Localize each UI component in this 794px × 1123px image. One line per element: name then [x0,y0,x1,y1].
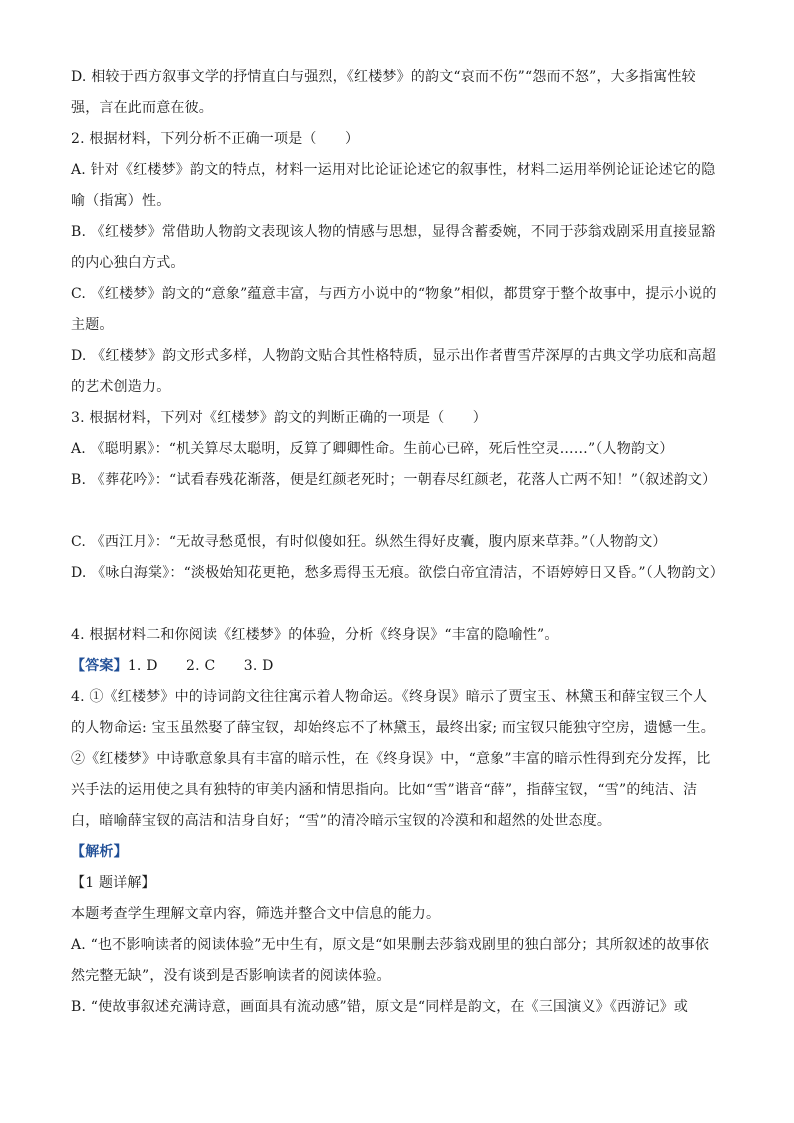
question-2-stem: 2. 根据材料，下列分析不正确一项是（ ） [71,131,360,147]
question-4-stem: 4. 根据材料二和你阅读《红楼梦》的体验，分析《终身误》“丰富的隐喻性”。 [71,627,559,643]
analysis-heading [71,837,721,868]
detail-1-option-b: B. “使故事叙述充满诗意，画面具有流动感”错，原文是“同样是韵文，在《三国演义》《西游记》或 [71,999,689,1015]
question-2-option-a: A. 针对《红楼梦》韵文的特点，材料一运用对比论证论述它的叙事性，材料二运用举例论证论述它的隐喻（指寓）性。 [71,162,716,209]
question-3-option-a: A. 《聪明累》：“机关算尽太聪明，反算了卿卿性命。生前心已碎，死后性空灵……”（人物韵文） [71,441,674,457]
answer-line [71,651,721,682]
detail-1-heading: 【1 题详解】 [71,875,156,891]
question-2-option-d: D. 《红楼梦》韵文形式多样，人物韵文贴合其性格特质，显示出作者曹雪芹深厚的古典文学功底和高超的艺术创造力。 [71,348,717,395]
detail-1-intro: 本题考查学生理解文章内容，筛选并整合文中信息的能力。 [71,906,441,922]
question-2-option-b: B. 《红楼梦》常借助人物韵文表现该人物的情感与思想，显得含蓄委婉，不同于莎翁戏剧采用直接显豁的内心独白方式。 [71,224,716,271]
answer-tag: 【答案】 [71,658,128,674]
question-2-option-c: C. 《红楼梦》韵文的“意象”蕴意丰富，与西方小说中的“物象”相似，都贯穿于整个故事中，提示小说的主题。 [71,286,717,333]
analysis-tag: 【解析】 [71,844,128,860]
question-3-option-c: C. 《西江月》：“无故寻愁觅恨，有时似傻如狂。纵然生得好皮囊，腹内原来草莽。”（人物韵文） [71,534,667,550]
question-3-option-d: D. 《咏白海棠》：“淡极始知花更艳，愁多焉得玉无痕。欲偿白帝宜清洁，不语婷婷日又昏。”（人物韵文） [71,565,724,581]
detail-1-option-a: A. “也不影响读者的阅读体验”无中生有，原文是“如果删去莎翁戏剧里的独白部分；其所叙述的故事依然完整无缺”，没有谈到是否影响读者的阅读体验。 [71,937,710,984]
option-d-paragraph: D. 相较于西方叙事文学的抒情直白与强烈，《红楼梦》的韵文“哀而不伤”“怨而不怒”，大多指寓性较强，言在此而意在彼。 [71,69,696,116]
question-3-option-b: B. 《葬花吟》：“试看春残花渐落，便是红颜老死时；一朝春尽红颜老，花落人亡两不知！”（叙述韵文） [71,472,717,488]
question-3-stem: 3. 根据材料，下列对《红楼梦》韵文的判断正确的一项是（ ） [71,410,488,426]
answer-text: 1. D 2. C 3. D [127,658,274,674]
answer-4-paragraph: 4. ①《红楼梦》中的诗词韵文往往寓示着人物命运。《终身误》暗示了贾宝玉、林黛玉和薛宝钗三个人的人物命运: 宝玉虽然娶了薛宝钗，却始终忘不了林黛玉，最终出家; 而宝钗只能独守空房，遗憾一生。②《红楼梦》中诗歌意象具有丰富的暗示性，在《终身误》中，“意象”丰富的暗示性得到充分发挥，比兴手法的运用使之具有独特的审美内涵和情思指向。比如“雪”谐音“薛”，指薛宝钗，“雪”的纯洁、洁白，暗喻薛宝钗的高洁和洁身自好；“雪”的清冷暗示宝钗的冷漠和和超然的处世态度。 [71,689,715,829]
